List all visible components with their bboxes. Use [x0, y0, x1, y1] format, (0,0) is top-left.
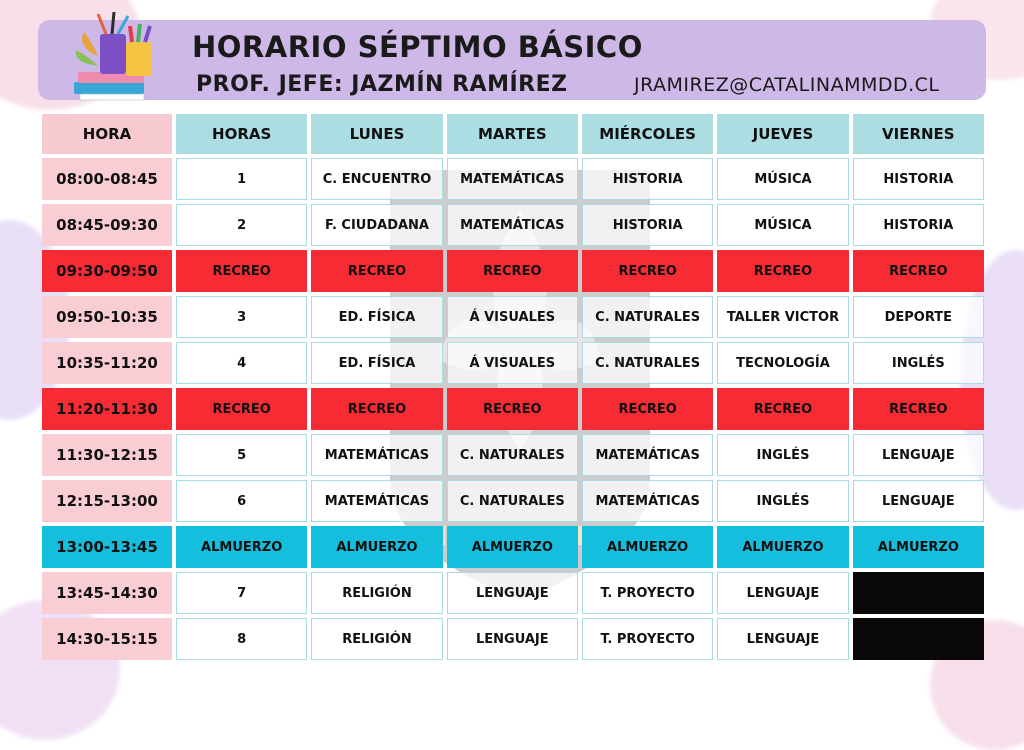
schedule-row — [42, 480, 984, 522]
schedule-body — [42, 158, 984, 660]
subject-cell-viernes: RECREO — [853, 388, 984, 430]
subject-cell-miercoles: T. PROYECTO — [582, 572, 713, 614]
subject-cell-martes: MATEMÁTICAS — [447, 204, 578, 246]
period-number: 7 — [176, 572, 307, 614]
time-slot: 10:35-11:20 — [42, 342, 172, 384]
school-supplies-illustration — [70, 12, 180, 104]
period-number: 5 — [176, 434, 307, 476]
schedule-row — [42, 526, 984, 568]
subject-cell-jueves: LENGUAJE — [717, 618, 848, 660]
period-number: RECREO — [176, 388, 307, 430]
subject-cell-martes: LENGUAJE — [447, 572, 578, 614]
period-number: 2 — [176, 204, 307, 246]
subject-cell-lunes: RELIGIÓN — [311, 572, 442, 614]
subject-cell-jueves: MÚSICA — [717, 204, 848, 246]
time-slot: 11:30-12:15 — [42, 434, 172, 476]
col-header-lunes: LUNES — [311, 114, 442, 154]
schedule-row — [42, 342, 984, 384]
subject-cell-lunes: MATEMÁTICAS — [311, 480, 442, 522]
subject-cell-lunes: ED. FÍSICA — [311, 296, 442, 338]
empty-cell-viernes — [853, 618, 984, 660]
subject-cell-viernes: HISTORIA — [853, 204, 984, 246]
subject-cell-miercoles: RECREO — [582, 388, 713, 430]
col-header-horas: HORAS — [176, 114, 307, 154]
subject-cell-martes: RECREO — [447, 250, 578, 292]
subject-cell-miercoles: MATEMÁTICAS — [582, 480, 713, 522]
subject-cell-jueves: LENGUAJE — [717, 572, 848, 614]
period-number: 3 — [176, 296, 307, 338]
subject-cell-jueves: ALMUERZO — [717, 526, 848, 568]
time-slot: 09:50-10:35 — [42, 296, 172, 338]
subject-cell-viernes: LENGUAJE — [853, 480, 984, 522]
subject-cell-lunes: RECREO — [311, 388, 442, 430]
subject-cell-jueves: RECREO — [717, 388, 848, 430]
time-slot: 12:15-13:00 — [42, 480, 172, 522]
subject-cell-martes: LENGUAJE — [447, 618, 578, 660]
schedule-row — [42, 618, 984, 660]
subject-cell-martes: MATEMÁTICAS — [447, 158, 578, 200]
subject-cell-martes: C. NATURALES — [447, 434, 578, 476]
subject-cell-lunes: ALMUERZO — [311, 526, 442, 568]
subject-cell-lunes: ED. FÍSICA — [311, 342, 442, 384]
time-slot: 14:30-15:15 — [42, 618, 172, 660]
subject-cell-martes: RECREO — [447, 388, 578, 430]
subject-cell-jueves: TALLER VICTOR — [717, 296, 848, 338]
schedule-row — [42, 158, 984, 200]
schedule-row — [42, 434, 984, 476]
page-title: HORARIO SÉPTIMO BÁSICO — [192, 30, 643, 64]
subject-cell-jueves: INGLÉS — [717, 434, 848, 476]
time-slot: 13:00-13:45 — [42, 526, 172, 568]
schedule-row — [42, 296, 984, 338]
schedule-row — [42, 388, 984, 430]
subject-cell-lunes: C. ENCUENTRO — [311, 158, 442, 200]
period-number: RECREO — [176, 250, 307, 292]
subject-cell-miercoles: HISTORIA — [582, 204, 713, 246]
subject-cell-viernes: RECREO — [853, 250, 984, 292]
empty-cell-viernes — [853, 572, 984, 614]
subject-cell-viernes: HISTORIA — [853, 158, 984, 200]
time-slot: 08:00-08:45 — [42, 158, 172, 200]
col-header-jueves: JUEVES — [717, 114, 848, 154]
period-number: ALMUERZO — [176, 526, 307, 568]
period-number: 4 — [176, 342, 307, 384]
subject-cell-jueves: INGLÉS — [717, 480, 848, 522]
subject-cell-viernes: INGLÉS — [853, 342, 984, 384]
schedule-header-row — [42, 114, 984, 154]
subject-cell-viernes: ALMUERZO — [853, 526, 984, 568]
subject-cell-martes: Á VISUALES — [447, 342, 578, 384]
time-slot: 09:30-09:50 — [42, 250, 172, 292]
subject-cell-jueves: TECNOLOGÍA — [717, 342, 848, 384]
teacher-email: JRAMIREZ@CATALINAMMDD.CL — [634, 74, 940, 96]
col-header-martes: MARTES — [447, 114, 578, 154]
subject-cell-miercoles: MATEMÁTICAS — [582, 434, 713, 476]
schedule-row — [42, 250, 984, 292]
subject-cell-lunes: MATEMÁTICAS — [311, 434, 442, 476]
subject-cell-miercoles: C. NATURALES — [582, 342, 713, 384]
subject-cell-viernes: DEPORTE — [853, 296, 984, 338]
subject-cell-jueves: RECREO — [717, 250, 848, 292]
schedule-table — [38, 110, 988, 664]
time-slot: 11:20-11:30 — [42, 388, 172, 430]
time-slot: 13:45-14:30 — [42, 572, 172, 614]
subject-cell-viernes: LENGUAJE — [853, 434, 984, 476]
period-number: 6 — [176, 480, 307, 522]
subject-cell-lunes: F. CIUDADANA — [311, 204, 442, 246]
teacher-name: PROF. JEFE: JAZMÍN RAMÍREZ — [196, 72, 568, 97]
subject-cell-jueves: MÚSICA — [717, 158, 848, 200]
subject-cell-miercoles: T. PROYECTO — [582, 618, 713, 660]
subject-cell-miercoles: RECREO — [582, 250, 713, 292]
subject-cell-martes: ALMUERZO — [447, 526, 578, 568]
subject-cell-martes: Á VISUALES — [447, 296, 578, 338]
time-slot: 08:45-09:30 — [42, 204, 172, 246]
col-header-miercoles: MIÉRCOLES — [582, 114, 713, 154]
subject-cell-lunes: RELIGIÓN — [311, 618, 442, 660]
col-header-viernes: VIERNES — [853, 114, 984, 154]
subject-cell-miercoles: HISTORIA — [582, 158, 713, 200]
subject-cell-miercoles: C. NATURALES — [582, 296, 713, 338]
period-number: 8 — [176, 618, 307, 660]
subject-cell-miercoles: ALMUERZO — [582, 526, 713, 568]
schedule-row — [42, 204, 984, 246]
schedule-row — [42, 572, 984, 614]
period-number: 1 — [176, 158, 307, 200]
col-header-hora: HORA — [42, 114, 172, 154]
subject-cell-martes: C. NATURALES — [447, 480, 578, 522]
subject-cell-lunes: RECREO — [311, 250, 442, 292]
